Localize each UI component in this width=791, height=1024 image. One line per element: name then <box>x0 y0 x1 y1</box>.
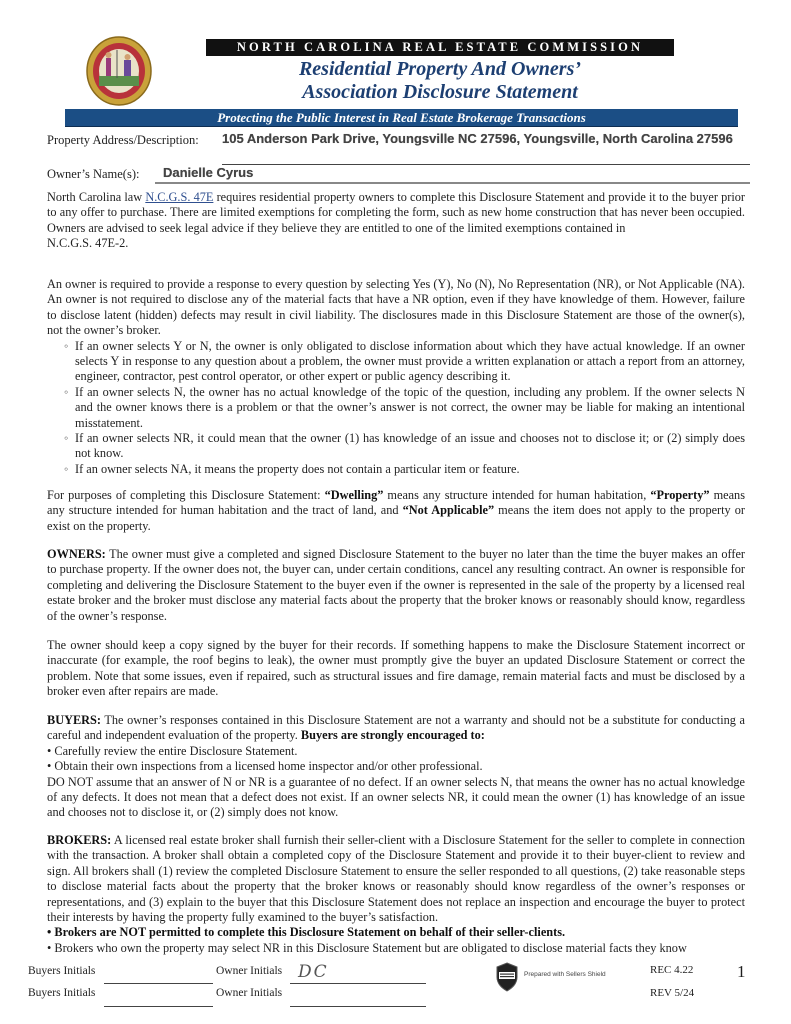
buyers-bullet: • Obtain their own inspections from a licensed home inspector and/or other professional. <box>47 759 483 774</box>
responses-paragraph <box>47 277 745 477</box>
buyers-closing: DO NOT assume that an answer of N or NR is a guarantee of no defect. If an owner selects N, that means the owner has no actual knowledge of any defects. It does not mean that a defect does not exist. If an owner selects NR, it could mean the owner (1) has knowledge of an issue and chooses not to disclose it, or (2) simply does not know. <box>47 774 745 820</box>
intro-citation: N.C.G.S. 47E-2. <box>47 236 129 251</box>
buyers-encouraged: Buyers are strongly encouraged to: <box>300 728 485 743</box>
revision-date: REV 5/24 <box>650 987 695 999</box>
buyers-initials-field-1[interactable] <box>104 983 213 984</box>
nc-real-estate-commission-seal <box>86 36 152 106</box>
buyers-text: The owner’s responses contained in this Disclosure Statement are not a warranty and should not be a substitute for conducting a careful and independent evaluation of the property. <box>47 713 745 743</box>
owners-paragraph <box>47 547 745 624</box>
buyers-paragraph <box>47 713 745 821</box>
intro-text-rest: requires residential property owners to complete this Disclosure Statement and provide it to the buyer prior to any offer to purchase. There are limited exemptions for completing the form, such as new home construction that has never been occupied. Owners are advised to seek legal advice if they believe they are entitled to one of the limited exemptions contained in <box>47 190 745 235</box>
term-dwelling: “Dwelling” <box>324 488 384 502</box>
commission-name-bar: NORTH CAROLINA REAL ESTATE COMMISSION <box>206 39 674 56</box>
prepared-with-text: Prepared with Sellers Shield <box>524 971 606 978</box>
brokers-heading: BROKERS: <box>47 833 112 847</box>
intro-paragraph <box>47 190 745 252</box>
form-number: REC 4.22 <box>650 964 694 976</box>
owner-name-underline <box>155 182 750 184</box>
responses-bullet-list <box>47 339 745 478</box>
buyers-initials-label-2: Buyers Initials <box>28 987 96 999</box>
definitions-text: means any structure intended for human habitation, <box>383 488 651 502</box>
buyers-initials-label-1: Buyers Initials <box>28 965 96 977</box>
address-underline <box>222 164 750 165</box>
title-line-2: Association Disclosure Statement <box>302 81 578 103</box>
definitions-text: means the item does not apply to the property or exist on the property. <box>47 503 746 533</box>
owner-initials-field-2[interactable] <box>290 1006 426 1007</box>
brokers-bullet-owners: • Brokers who own the property may select NR in this Disclosure Statement but are obligated to disclose material facts they know <box>47 940 687 955</box>
owner-initials-label-1: Owner Initials <box>216 965 283 977</box>
brokers-text: A licensed real estate broker shall furnish their seller-client with a Disclosure Statement for the seller to complete in connection with the transaction. A broker shall obtain a completed copy of the Disclosure Statement and provide it to their buyer-client to review and sign. All brokers shall (1) review the completed Disclosure Statement to ensure the seller responded to all questions, (2) take reasonable steps to disclose material facts about the property that the broker knows or reasonably should know regardless of the owner’s responses or representations, and (3) explain to the buyer that this Disclosure Statement does not replace an inspection and encourage the buyer to protect their interests by having the property fully examined to the buyer’s satisfaction. <box>47 833 745 925</box>
copy-paragraph: The owner should keep a copy signed by the buyer for their records. If something happens to make the Disclosure Statement incorrect or inaccurate (for example, the roof begins to leak), the owner must promptly give the buyer an updated Disclosure Statement or correct the problem. Note that some issues, even if repaired, such as structural issues and fire damage, remain material facts and must be disclosed by a broker even after repairs are made. <box>47 638 745 699</box>
responses-text: An owner is required to provide a response to every question by selecting Yes (Y), No (N), No Representation (NR), or Not Applicable (NA). An owner is not required to disclose any of the material facts that have a NR option, even if they have knowledge of them. However, failure to disclose latent (hidden) defects may result in civil liability. The disclosures made in this Disclosure Statement are those of the owner(s), not the owner’s broker. <box>47 277 745 338</box>
brokers-bullet-not-permitted: • Brokers are NOT permitted to complete this Disclosure Statement on behalf of their seller-clients. <box>47 925 566 940</box>
responses-bullet: ◦ If an owner selects N, the owner has no actual knowledge of the topic of the question, including any problem. If the owner selects N and the owner knows there is a problem or that the owner’s answer is not correct, the owner may be liable for making an intentional misstatement. <box>75 385 745 431</box>
address-field[interactable]: 105 Anderson Park Drive, Youngsville NC 27596, Youngsville, North Carolina 27596 <box>222 131 733 146</box>
ncgs-47e-link[interactable]: N.C.G.S. 47E <box>145 190 214 204</box>
definitions-text: For purposes of completing this Disclosure Statement: <box>47 488 325 502</box>
responses-bullet: ◦ If an owner selects NR, it could mean that the owner (1) has knowledge of an issue and chooses not to disclose it; or (2) simply does not know. <box>75 431 745 462</box>
owner-initials-field-1[interactable]: DC <box>298 962 329 982</box>
tagline-banner: Protecting the Public Interest in Real Estate Brokerage Transactions <box>65 109 738 127</box>
owner-initials-underline-1 <box>290 983 426 984</box>
term-not-applicable: “Not Applicable” <box>402 503 495 518</box>
term-property: “Property” <box>650 488 710 502</box>
document-title <box>206 58 674 104</box>
intro-text-start: North Carolina law <box>47 190 146 204</box>
owners-heading: OWNERS: <box>47 547 106 561</box>
owner-initials-label-2: Owner Initials <box>216 987 283 999</box>
responses-bullet: ◦ If an owner selects Y or N, the owner is only obligated to disclose information about which they have actual knowledge. If an owner selects Y in response to any question about a problem, the owner must provide a written explanation or attach a report from an attorney, engineer, contractor, pest control operator, or other expert or public agency describing it. <box>75 339 745 385</box>
owners-text: The owner must give a completed and signed Disclosure Statement to the buyer no later than the time the buyer makes an offer to purchase property. If the owner does not, the buyer can, under certain conditions, cancel any resulting contract. An owner is responsible for completing and delivering the Disclosure Statement to the buyer even if the owner is represented in the sale of the property by a licensed real estate broker and the broker must disclose any material facts about the property that the broker knows or reasonably should know, regardless of the owner’s response. <box>47 547 745 623</box>
page-number: 1 <box>737 962 746 981</box>
definitions-text: means any structure intended for human habitation and the tract of land, and <box>47 488 745 518</box>
buyers-bullet: • Carefully review the entire Disclosure Statement. <box>47 743 298 758</box>
buyers-heading: BUYERS: <box>47 713 101 727</box>
responses-bullet: ◦ If an owner selects NA, it means the property does not contain a particular item or feature. <box>75 462 745 477</box>
sellers-shield-logo-icon <box>495 962 519 992</box>
owner-name-label: Owner’s Name(s): <box>47 167 140 181</box>
address-label: Property Address/Description: <box>47 133 199 147</box>
buyers-initials-field-2[interactable] <box>104 1006 213 1007</box>
brokers-paragraph <box>47 833 745 956</box>
owner-name-field[interactable]: Danielle Cyrus <box>163 165 254 180</box>
definitions-paragraph <box>47 488 745 534</box>
title-line-1: Residential Property And Owners’ <box>298 58 582 80</box>
